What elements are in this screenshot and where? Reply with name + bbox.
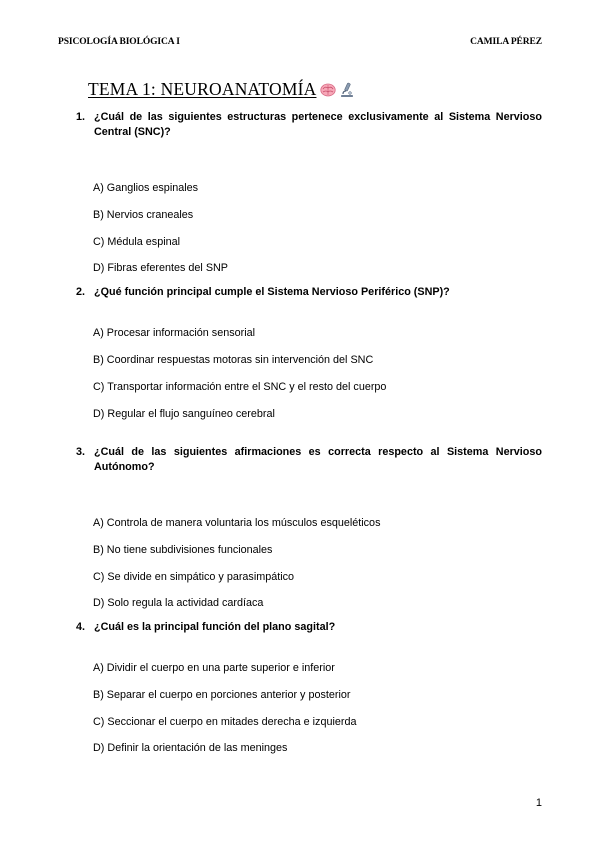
option-c: C) Se divide en simpático y parasimpático bbox=[93, 571, 295, 583]
question-number: 2. bbox=[76, 286, 86, 298]
option-a: A) Dividir el cuerpo en una parte superior e inferior bbox=[93, 662, 335, 674]
option-b: B) Coordinar respuestas motoras sin intervención del SNC bbox=[93, 354, 374, 366]
brain-icon bbox=[320, 83, 336, 97]
question-4 bbox=[76, 620, 542, 754]
question-text: ¿Cuál es la principal función del plano sagital? bbox=[94, 621, 336, 633]
option-c: C) Seccionar el cuerpo en mitades derecha e izquierda bbox=[93, 716, 357, 728]
question-1 bbox=[76, 110, 542, 274]
question-text: ¿Cuál de las siguientes afirmaciones es correcta respecto al Sistema Nervioso Autónomo? bbox=[94, 446, 542, 473]
option-d: D) Definir la orientación de las meninges bbox=[93, 742, 288, 754]
question-text: ¿Cuál de las siguientes estructuras pertenece exclusivamente al Sistema Nervioso Central (SNC)? bbox=[94, 111, 542, 138]
option-b: B) No tiene subdivisiones funcionales bbox=[93, 544, 273, 556]
question-number: 3. bbox=[76, 446, 86, 458]
question-number: 1. bbox=[76, 111, 86, 123]
option-c: C) Médula espinal bbox=[93, 236, 181, 248]
author-name: CAMILA PÉREZ bbox=[470, 37, 542, 47]
page-header bbox=[58, 37, 542, 51]
question-3 bbox=[76, 445, 542, 609]
microscope-icon bbox=[339, 82, 355, 98]
document-title bbox=[88, 77, 355, 101]
option-a: A) Ganglios espinales bbox=[93, 182, 199, 194]
page-number: 1 bbox=[535, 797, 542, 809]
option-b: B) Separar el cuerpo en porciones anterior y posterior bbox=[93, 689, 351, 701]
option-a: A) Procesar información sensorial bbox=[93, 327, 256, 339]
question-text: ¿Qué función principal cumple el Sistema Nervioso Periférico (SNP)? bbox=[94, 286, 450, 298]
option-a: A) Controla de manera voluntaria los músculos esqueléticos bbox=[93, 517, 381, 529]
question-2 bbox=[76, 285, 542, 420]
course-name: PSICOLOGÍA BIOLÓGICA I bbox=[58, 37, 180, 47]
option-b: B) Nervios craneales bbox=[93, 209, 194, 221]
title-text: TEMA 1: NEUROANATOMÍA bbox=[88, 78, 317, 99]
option-c: C) Transportar información entre el SNC y el resto del cuerpo bbox=[93, 381, 387, 393]
option-d: D) Fibras eferentes del SNP bbox=[93, 262, 229, 274]
option-d: D) Solo regula la actividad cardíaca bbox=[93, 597, 264, 609]
question-number: 4. bbox=[76, 621, 86, 633]
option-d: D) Regular el flujo sanguíneo cerebral bbox=[93, 408, 275, 420]
